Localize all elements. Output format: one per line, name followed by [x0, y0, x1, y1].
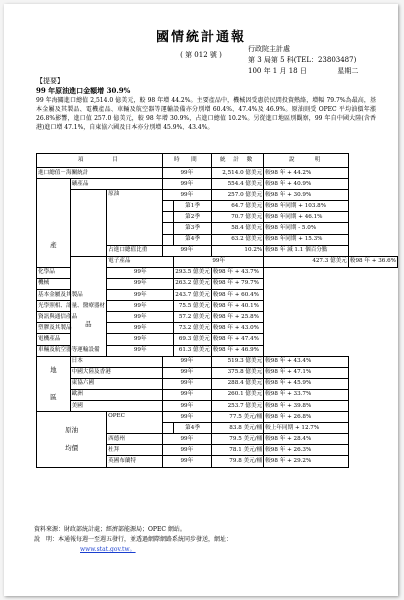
weekday-text: 星期二	[337, 67, 359, 75]
table-row: 中國大陸及香港 99年 375.8 億美元 較98 年 + 47.1%	[37, 367, 398, 378]
agency: 行政院主計處	[248, 45, 290, 53]
footer-url	[80, 545, 136, 554]
group-region: 地 區	[37, 356, 71, 411]
table-row: 美國 99年 253.7 億美元 較98 年 + 39.8%	[37, 400, 398, 411]
table-row: 第4季 63.2 億美元 較98 年同期 + 15.3%	[37, 234, 398, 245]
table-row: 占進口總值比重 99年 10.2% 較98 年 減 1.1 個百分點	[37, 245, 398, 256]
table-row: 杜拜 99年 78.1 美元/桶 較98 年 + 26.3%	[37, 445, 398, 456]
table-row: 電機產品 99年 69.3 億美元 較98 年 + 47.4%	[37, 334, 398, 345]
table-row: 品 電子產品 99年 427.3 億美元 較98 年 + 36.6%	[37, 256, 398, 267]
table-row: 原油 均價 OPEC 99年 77.5 美元/桶 較98 年 + 26.8%	[37, 412, 398, 423]
table-row: 機械 99年 263.2 億美元 較98 年 + 79.7%	[37, 278, 398, 289]
table-row: 進口總值－海關統計 99年 2,514.0 億美元 較98 年 + 44.2%	[37, 168, 398, 179]
table-row: 第4季 83.8 美元/桶 較上年同期 + 12.7%	[37, 423, 398, 434]
table-header-row	[37, 154, 398, 168]
table-row: 東協六國 99年 288.4 億美元 較98 年 + 45.9%	[37, 378, 398, 389]
summary-tag: 【提要】	[36, 77, 64, 85]
website-link[interactable]: www.stat.gov.tw。	[80, 546, 136, 553]
date-text: 100 年 1 月 18 日	[248, 67, 307, 75]
group-oil-price: 原油 均價	[37, 412, 107, 467]
footer-note: 說 明：本通報每週一至週五發行，並透過網際網路系統同步發送，網址：	[34, 536, 233, 543]
group-product-upper: 產	[37, 179, 71, 268]
table-row: 第2季 70.7 億美元 較98 年同期 + 46.1%	[37, 212, 398, 223]
summary-headline: 99 年原油進口金額增 30.9%	[36, 86, 131, 95]
table-row: 第1季 64.7 億美元 較98 年同期 + 103.8%	[37, 201, 398, 212]
table-row: 化學品 99年 293.5 億美元 較98 年 + 43.7%	[37, 267, 398, 278]
table-row: 基本金屬及其製品 99年 243.7 億美元 較98 年 + 60.4%	[37, 290, 398, 301]
office-contact: 第 3 局第 5 科(TEL：23803487)	[248, 56, 357, 64]
header-note: 說 明	[264, 154, 349, 168]
header-item: 項 目	[37, 154, 163, 168]
table-row: 產 礦產品 99年 554.4 億美元 較98 年 + 40.9%	[37, 179, 398, 190]
issue-number: ( 第 012 號 )	[180, 51, 222, 59]
table-row: 車輛及航空器等運輸設備 99年 61.3 億美元 較98 年 + 46.9%	[37, 345, 398, 356]
table-row: 光學照相、計量、醫療器材 99年 75.5 億美元 較98 年 + 40.1%	[37, 301, 398, 312]
table-row: 英國布蘭特 99年 79.8 美元/桶 較98 年 + 29.2%	[37, 456, 398, 467]
table-row: 歐洲 99年 260.1 億美元 較98 年 + 33.7%	[37, 389, 398, 400]
group-product-lower: 品	[70, 256, 106, 356]
bulletin-page	[4, 4, 398, 596]
table-row: 第3季 58.4 億美元 較98 年同期 - 5.0%	[37, 223, 398, 234]
summary-paragraph: 99 年海關進口總值 2,514.0 億美元，較 98 年增 44.2%。主要產品中，機械因受惠於民間投資熱絡，增幅 79.7%為最高，基本金屬及其製品、電機產品、車輛及航空器等運輸設備亦分別增 60.4%、47.4%及 46.9%。原油則受 OPEC 平均油價年漲 26.8%影響，進口值 257.0 億美元，較 98 年增 30.9%，占進口總值 10.2%。另從進口地區別觀察，99 年自中國大陸(含香港)進口增 47.1%，自東協六國及日本亦分別增 45.9%、43.4%。	[36, 97, 376, 131]
publish-date	[248, 66, 358, 76]
table-row: 資訊與通信產品 99年 57.2 億美元 較98 年 + 25.8%	[37, 312, 398, 323]
bulletin-title: 國情統計通報	[155, 30, 246, 45]
statistics-table	[36, 153, 398, 468]
footer-source: 資料來源：財政部統計處；經濟部能源局；OPEC 網站。	[34, 526, 186, 533]
table-row: 塑膠及其製品 99年 73.2 億美元 較98 年 + 43.0%	[37, 323, 398, 334]
header-value: 統 計 數	[211, 154, 263, 168]
table-row: 西德州 99年 79.5 美元/桶 較98 年 + 28.4%	[37, 434, 398, 445]
header-period: 時 間	[162, 154, 211, 168]
table-row: 原油 99年 257.0 億美元 較98 年 + 30.9%	[37, 190, 398, 201]
table-row: 地 區 日本 99年 519.3 億美元 較98 年 + 43.4%	[37, 356, 398, 367]
